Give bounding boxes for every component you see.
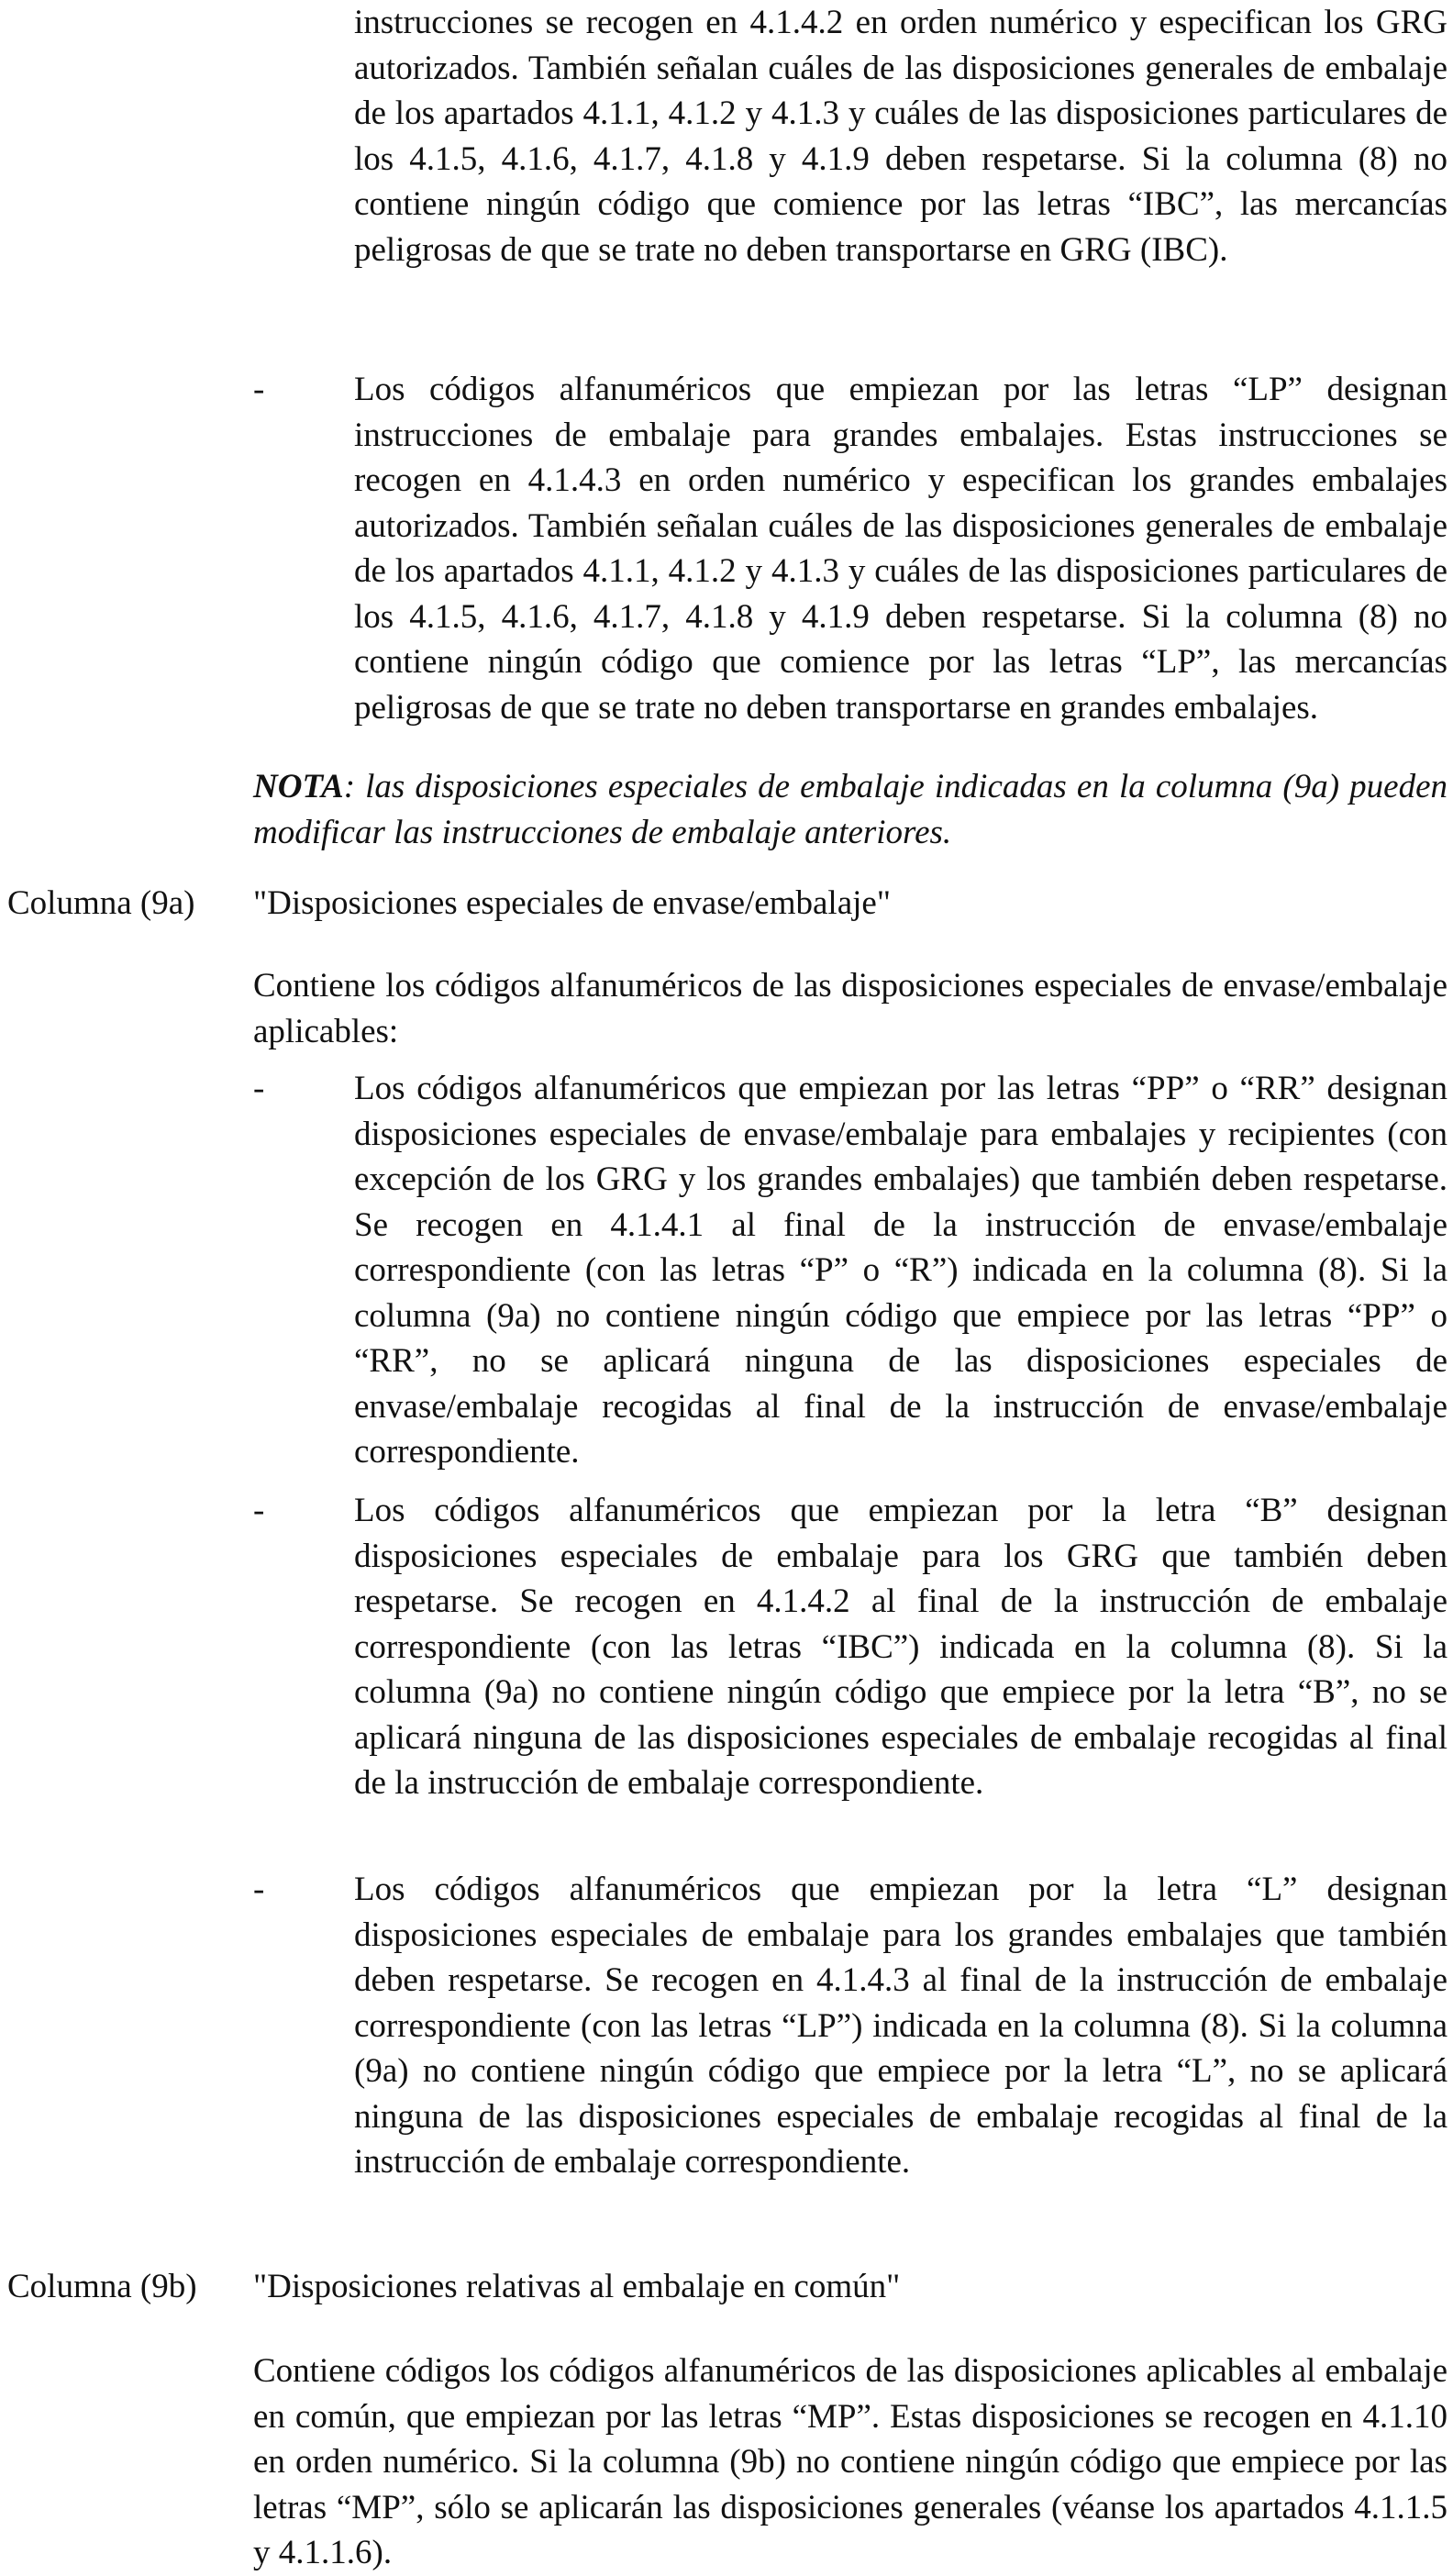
bullet-dash: - <box>253 1871 265 1908</box>
bullet-text: Los códigos alfanuméricos que empiezan por la letra “B” designan disposiciones especiales de embalaje para los GRG que también deben respetarse. Se recogen en 4.1.4.2 al final de la instrucción de embalaje correspondiente (con las letras “IBC”) indicada en la columna (8). Si la columna (9a) no contiene ningún código que empiece por la letra “B”, no se aplicará ninguna de las disposiciones especiales de embalaje recogidas al final de la instrucción de embalaje correspondiente. <box>354 1492 1447 1802</box>
bullet-dash: - <box>253 1070 265 1107</box>
list-item-l <box>253 1867 1447 2185</box>
note-paragraph <box>253 764 1447 855</box>
note-label: NOTA <box>253 768 344 805</box>
bullet-dash: - <box>253 1492 265 1529</box>
column-title: "Disposiciones especiales de envase/embalaje" <box>253 884 891 922</box>
ibc-bullet-continuation: instrucciones se recogen en 4.1.4.2 en orden numérico y especifican los GRG autorizados. También señalan cuáles de las disposiciones generales de embalaje de los apartados 4.1.1, 4.1.2 y 4.1.3 y cuáles de las disposiciones particulares de los 4.1.5, 4.1.6, 4.1.7, 4.1.8 y 4.1.9 deben respetarse. Si la columna (8) no contiene ningún código que comience por las letras “IBC”, las mercancías peligrosas de que se trate no deben transportarse en GRG (IBC). <box>354 4 1447 269</box>
list-item-pp-rr <box>253 1066 1447 1475</box>
bullet-text: Los códigos alfanuméricos que empiezan por la letra “L” designan disposiciones especiales de embalaje para los grandes embalajes que también deben respetarse. Se recogen en 4.1.4.3 al final de la instrucción de embalaje correspondiente (con las letras “LP”) indicada en la columna (8). Si la columna (9a) no contiene ningún código que empiece por la letra “L”, no se aplicará ninguna de las disposiciones especiales de embalaje recogidas al final de la instrucción de embalaje correspondiente. <box>354 1871 1447 2181</box>
list-item-lp <box>253 367 1447 730</box>
column-title: "Disposiciones relativas al embalaje en común" <box>253 2268 901 2305</box>
note-text: : las disposiciones especiales de embalaje indicadas en la columna (9a) pueden modificar las instrucciones de embalaje anteriores. <box>253 768 1447 851</box>
bullet-text: Los códigos alfanuméricos que empiezan por las letras “LP” designan instrucciones de embalaje para grandes embalajes. Estas instrucciones se recogen en 4.1.4.3 en orden numérico y especifican los grandes embalajes autorizados. También señalan cuáles de las disposiciones generales de embalaje de los apartados 4.1.1, 4.1.2 y 4.1.3 y cuáles de las disposiciones particulares de los 4.1.5, 4.1.6, 4.1.7, 4.1.8 y 4.1.9 deben respetarse. Si la columna (8) no contiene ningún código que comience por las letras “LP”, las mercancías peligrosas de que se trate no deben transportarse en grandes embalajes. <box>354 371 1447 727</box>
list-item-b <box>253 1488 1447 1806</box>
section-9a-intro: Contiene los códigos alfanuméricos de las disposiciones especiales de envase/embalaje aplicables: <box>253 967 1447 1050</box>
bullet-dash: - <box>253 371 265 408</box>
bullet-text: Los códigos alfanuméricos que empiezan por las letras “PP” o “RR” designan disposiciones especiales de envase/embalaje para embalajes y recipientes (con excepción de los GRG y los grandes embalajes) que también deben respetarse. Se recogen en 4.1.4.1 al final de la instrucción de envase/embalaje correspondiente (con las letras “P” o “R”) indicada en la columna (8). Si la columna (9a) no contiene ningún código que empiece por las letras “PP” o “RR”, no se aplicará ninguna de las disposiciones especiales de envase/embalaje recogidas al final de la instrucción de envase/embalaje correspondiente. <box>354 1070 1447 1471</box>
section-9b-intro: Contiene códigos los códigos alfanuméricos de las disposiciones aplicables al embalaje en común, que empiezan por las letras “MP”. Estas disposiciones se recogen en 4.1.10 en orden numérico. Si la columna (9b) no contiene ningún código que empiece por las letras “MP”, sólo se aplicarán las disposiciones generales (véanse los apartados 4.1.1.5 y 4.1.1.6). <box>253 2352 1447 2571</box>
column-label: Columna (9a) <box>7 884 195 922</box>
column-label: Columna (9b) <box>7 2268 197 2305</box>
